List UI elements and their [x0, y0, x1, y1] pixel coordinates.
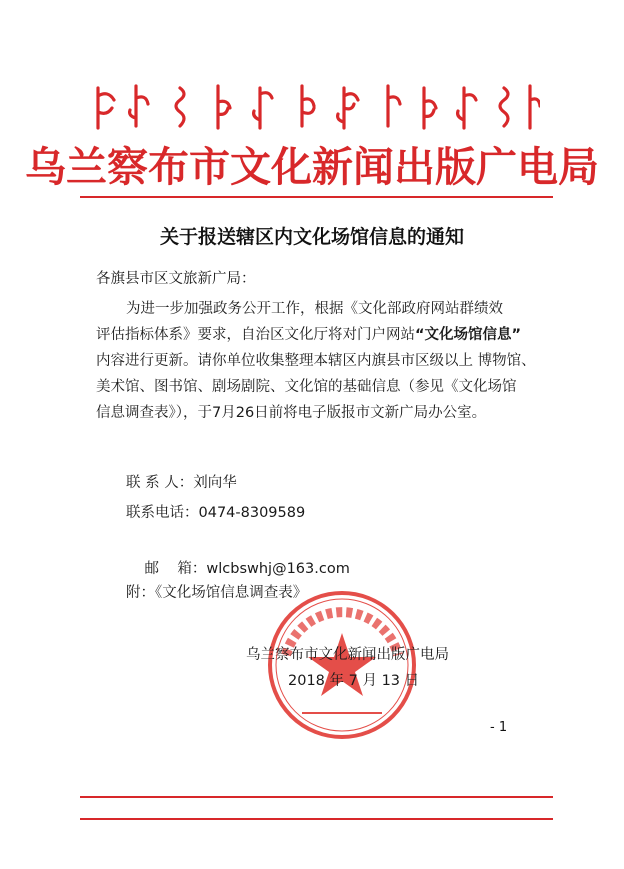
- paragraph-line: 美术馆、图书馆、剧场剧院、文化馆的基础信息（参见《文化场馆: [96, 379, 517, 395]
- contact-phone-label: 联系电话：: [126, 505, 199, 521]
- contact-person-value: 刘向华: [193, 475, 237, 491]
- attachment-note: 附：《文化场馆信息调查表》: [126, 585, 308, 601]
- document-title: 关于报送辖区内文化场馆信息的通知: [159, 226, 464, 248]
- paragraph-line: 为进一步加强政务公开工作，根据《文化部政府网站群绩效: [126, 301, 503, 317]
- signature-date: 2018 年 7 月 13 日: [288, 673, 420, 689]
- contact-person-label: 联 系 人：: [126, 475, 194, 491]
- paragraph-line: 内容进行更新。请你单位收集整理本辖区内旗县市区级以上 博物馆、: [96, 353, 536, 369]
- signature-organization: 乌兰察布市文化新闻出版广电局: [246, 647, 449, 663]
- footer-divider-line: [80, 796, 553, 798]
- page-number: - 1: [490, 720, 508, 735]
- paragraph-line: 信息调查表》），于7月26日前将电子版报市文新广局办公室。: [96, 405, 487, 421]
- paragraph-line: 评估指标体系》要求，自治区文化厅将对门户网站“文化场馆信息”: [96, 327, 522, 343]
- mongolian-script-header: [90, 78, 540, 134]
- email-value: wlcbswhj@163.com: [206, 561, 350, 577]
- email-label: 邮 箱：: [144, 561, 207, 577]
- bold-phrase: “文化场馆信息”: [415, 327, 522, 343]
- contact-phone-value: 0474-8309589: [198, 505, 306, 521]
- contact-phone-row: [126, 500, 305, 526]
- footer-divider-line: [80, 818, 553, 820]
- body-paragraph: [96, 296, 566, 426]
- contact-person-row: [126, 470, 237, 496]
- header-divider-line: [80, 196, 553, 198]
- issuing-organization-title: 乌兰察布市文化新闻出版广电局: [25, 143, 599, 191]
- addressee: 各旗县市区文旅新广局：: [96, 271, 256, 287]
